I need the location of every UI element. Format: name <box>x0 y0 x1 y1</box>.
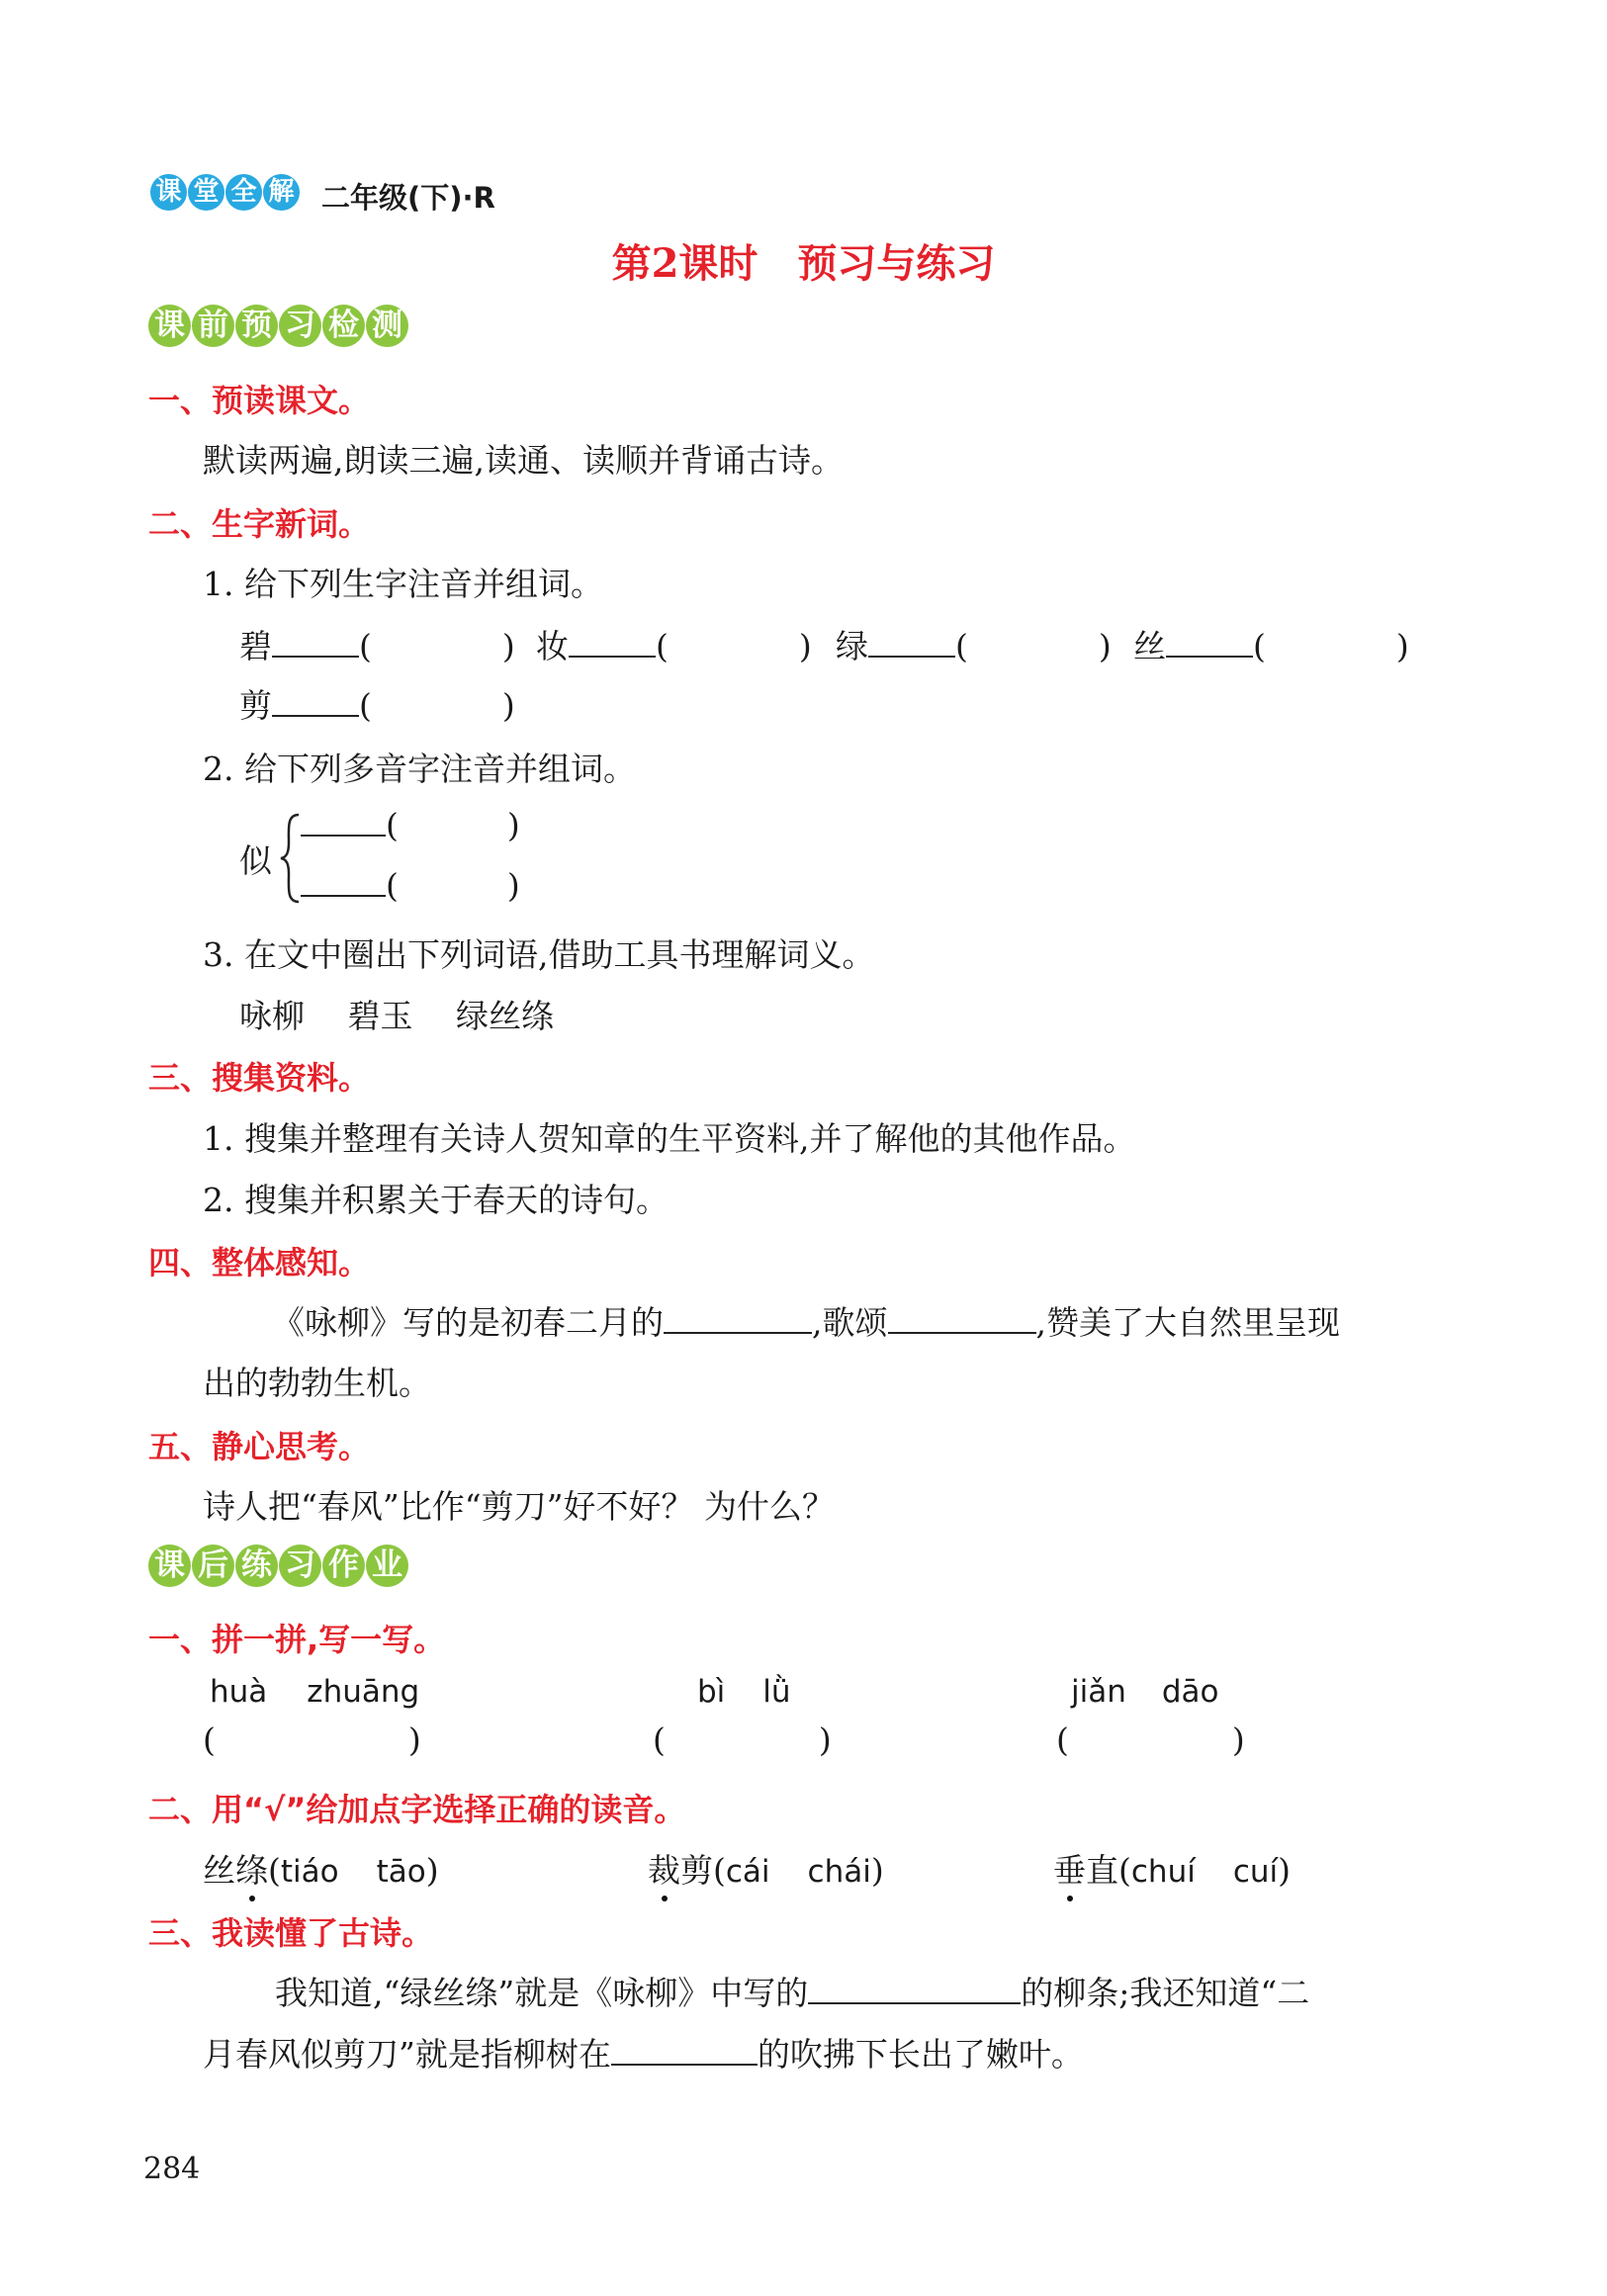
post-class-banner <box>148 1545 408 1587</box>
paren-close: ) <box>506 806 520 844</box>
page-number: 284 <box>143 2152 201 2186</box>
pinyin-syllable: huà <box>210 1674 268 1710</box>
pinyin-blank[interactable] <box>272 687 359 717</box>
pinyin-syllable: lǜ <box>762 1674 791 1710</box>
paren-close: ) <box>798 627 812 665</box>
brand-char: 堂 <box>188 174 224 211</box>
paren-close: ) <box>501 627 515 665</box>
paren-close: ) <box>407 1721 421 1759</box>
target-char: 丝 <box>1133 627 1166 665</box>
paren-open: ( <box>359 627 372 665</box>
sentence-part: ,赞美了大自然里呈现 <box>1035 1303 1340 1342</box>
section-heading: 三、我读懂了古诗。 <box>148 1914 434 1952</box>
subquestion: 1. 给下列生字注音并组词。 <box>203 565 603 603</box>
polyphonic-char: 似 <box>239 841 272 880</box>
paren-close: ) <box>1395 627 1409 665</box>
question-text: 诗人把“春风”比作“剪刀”好不好？ 为什么？ <box>203 1487 835 1526</box>
subquestion: 3. 在文中圈出下列词语,借助工具书理解词义。 <box>203 935 875 974</box>
fill-sentence <box>275 1968 1309 2014</box>
paren-open: ( <box>359 686 372 725</box>
dotted-char: 裁 <box>648 1851 680 1890</box>
banner-char: 作 <box>322 1545 365 1587</box>
brand-char: 课 <box>150 174 187 211</box>
fill-sentence <box>272 1297 1340 1344</box>
pinyin-syllable: bì <box>697 1674 726 1710</box>
pre-class-banner <box>148 305 408 347</box>
answer-blank[interactable] <box>888 1304 1036 1334</box>
banner-char: 检 <box>322 305 365 347</box>
brace-icon <box>277 811 303 906</box>
subquestion: 2. 给下列多音字注音并组词。 <box>203 750 636 788</box>
brand-char: 全 <box>225 174 262 211</box>
banner-char: 练 <box>235 1545 278 1587</box>
paren-open: ( <box>653 1721 666 1759</box>
banner-char: 习 <box>279 1545 321 1587</box>
paren-close: ) <box>818 1721 832 1759</box>
section-heading: 一、预读课文。 <box>148 382 371 419</box>
pinyin-option[interactable]: tiáo <box>280 1854 339 1890</box>
title-text: 课时 预习与练习 <box>678 241 996 287</box>
answer-parens <box>1056 1721 1245 1759</box>
sentence-part: 出的勃勃生机。 <box>203 1364 431 1402</box>
answer-parens <box>653 1721 832 1759</box>
paren-open: ( <box>1253 627 1266 665</box>
answer-blank[interactable] <box>611 2036 758 2066</box>
pinyin-blank[interactable] <box>272 628 359 658</box>
char-fill-row <box>1133 621 1409 667</box>
brand-char: 解 <box>263 174 300 211</box>
title-prefix: 第 <box>611 241 652 287</box>
banner-char: 后 <box>192 1545 234 1587</box>
char-fill-row <box>836 621 1112 667</box>
sentence-part: 《咏柳》写的是初春二月的 <box>272 1303 664 1342</box>
section-heading: 四、整体感知。 <box>148 1244 371 1281</box>
pinyin-syllable: jiǎn <box>1071 1674 1126 1710</box>
section-heading: 二、生字新词。 <box>148 505 371 543</box>
paren-open: ( <box>1056 1721 1069 1759</box>
char: 剪 <box>680 1851 713 1890</box>
target-char: 碧 <box>239 627 272 665</box>
char-fill-row <box>239 621 515 667</box>
fill-sentence <box>203 2029 1084 2075</box>
page-title <box>0 232 1607 289</box>
polyphonic-row <box>301 866 520 905</box>
target-char: 绿 <box>836 627 868 665</box>
paren-open: ( <box>203 1721 216 1759</box>
banner-char: 业 <box>366 1545 408 1587</box>
reading-choice: 垂直(chuí cuí) <box>1053 1851 1292 1890</box>
sentence-part: 的吹拂下长出了嫩叶。 <box>757 2035 1084 2074</box>
pinyin-group <box>697 1674 791 1710</box>
pinyin-option[interactable]: chuí <box>1130 1854 1196 1890</box>
reading-choice: 丝绦(tiáo tāo) <box>203 1851 439 1890</box>
answer-blank[interactable] <box>808 1975 1021 2004</box>
paren-close: ) <box>506 866 520 905</box>
char: 直 <box>1086 1851 1118 1890</box>
paren-close: ) <box>501 686 515 725</box>
pinyin-group <box>210 1674 419 1710</box>
banner-char: 前 <box>192 305 234 347</box>
section-heading: 一、拼一拼,写一写。 <box>148 1621 446 1658</box>
char: 丝 <box>203 1851 235 1890</box>
banner-char: 习 <box>279 305 321 347</box>
char-fill-row <box>536 621 812 667</box>
title-number: 2 <box>651 240 679 287</box>
pinyin-option[interactable]: cái <box>725 1854 770 1890</box>
sentence-part: ,歌颂 <box>812 1303 888 1342</box>
paren-close: ) <box>1098 627 1112 665</box>
section-heading: 二、用“√”给加点字选择正确的读音。 <box>148 1791 686 1828</box>
list-item: 2. 搜集并积累关于春天的诗句。 <box>203 1181 669 1219</box>
polyphonic-row <box>301 806 520 844</box>
paren-open: ( <box>955 627 968 665</box>
pinyin-option[interactable]: chái <box>807 1854 871 1890</box>
section-heading: 三、搜集资料。 <box>148 1059 371 1097</box>
reading-choice: 裁剪(cái chái) <box>648 1851 884 1890</box>
instruction-text: 默读两遍,朗读三遍,读通、读顺并背诵古诗。 <box>203 441 844 480</box>
sentence-part: 的柳条;我还知道“二 <box>1021 1974 1310 2012</box>
list-item: 1. 搜集并整理有关诗人贺知章的生平资料,并了解他的其他作品。 <box>203 1119 1136 1158</box>
brand-logo <box>150 174 300 211</box>
pinyin-blank[interactable] <box>569 628 656 658</box>
paren-open: ( <box>386 866 399 905</box>
banner-char: 预 <box>235 305 278 347</box>
pinyin-blank[interactable] <box>868 628 955 658</box>
pinyin-group <box>1071 1674 1219 1710</box>
section-heading: 五、静心思考。 <box>148 1428 371 1465</box>
banner-char: 测 <box>366 305 408 347</box>
answer-parens <box>203 1721 421 1759</box>
pinyin-option[interactable]: tāo <box>376 1854 426 1890</box>
pinyin-option[interactable]: cuí <box>1232 1854 1279 1890</box>
paren-open: ( <box>656 627 669 665</box>
paren-close: ) <box>1231 1721 1245 1759</box>
answer-blank[interactable] <box>664 1304 812 1334</box>
pinyin-blank[interactable] <box>301 807 386 837</box>
pinyin-syllable: dāo <box>1161 1674 1219 1710</box>
pinyin-syllable: zhuāng <box>307 1674 420 1710</box>
paren-open: ( <box>386 806 399 844</box>
pinyin-blank[interactable] <box>1166 628 1253 658</box>
edition-label: 二年级(下)·R <box>321 181 495 215</box>
target-char: 剪 <box>239 686 272 725</box>
char-fill-row <box>239 680 515 727</box>
dotted-char: 垂 <box>1053 1851 1086 1890</box>
sentence-part: 我知道,“绿丝绦”就是《咏柳》中写的 <box>275 1974 809 2012</box>
dotted-char: 绦 <box>235 1851 268 1890</box>
banner-char: 课 <box>148 305 191 347</box>
pinyin-blank[interactable] <box>301 867 386 897</box>
sentence-part: 月春风似剪刀”就是指柳树在 <box>203 2035 611 2074</box>
word-list: 咏柳 碧玉 绿丝绦 <box>239 997 554 1035</box>
banner-char: 课 <box>148 1545 191 1587</box>
target-char: 妆 <box>536 627 569 665</box>
